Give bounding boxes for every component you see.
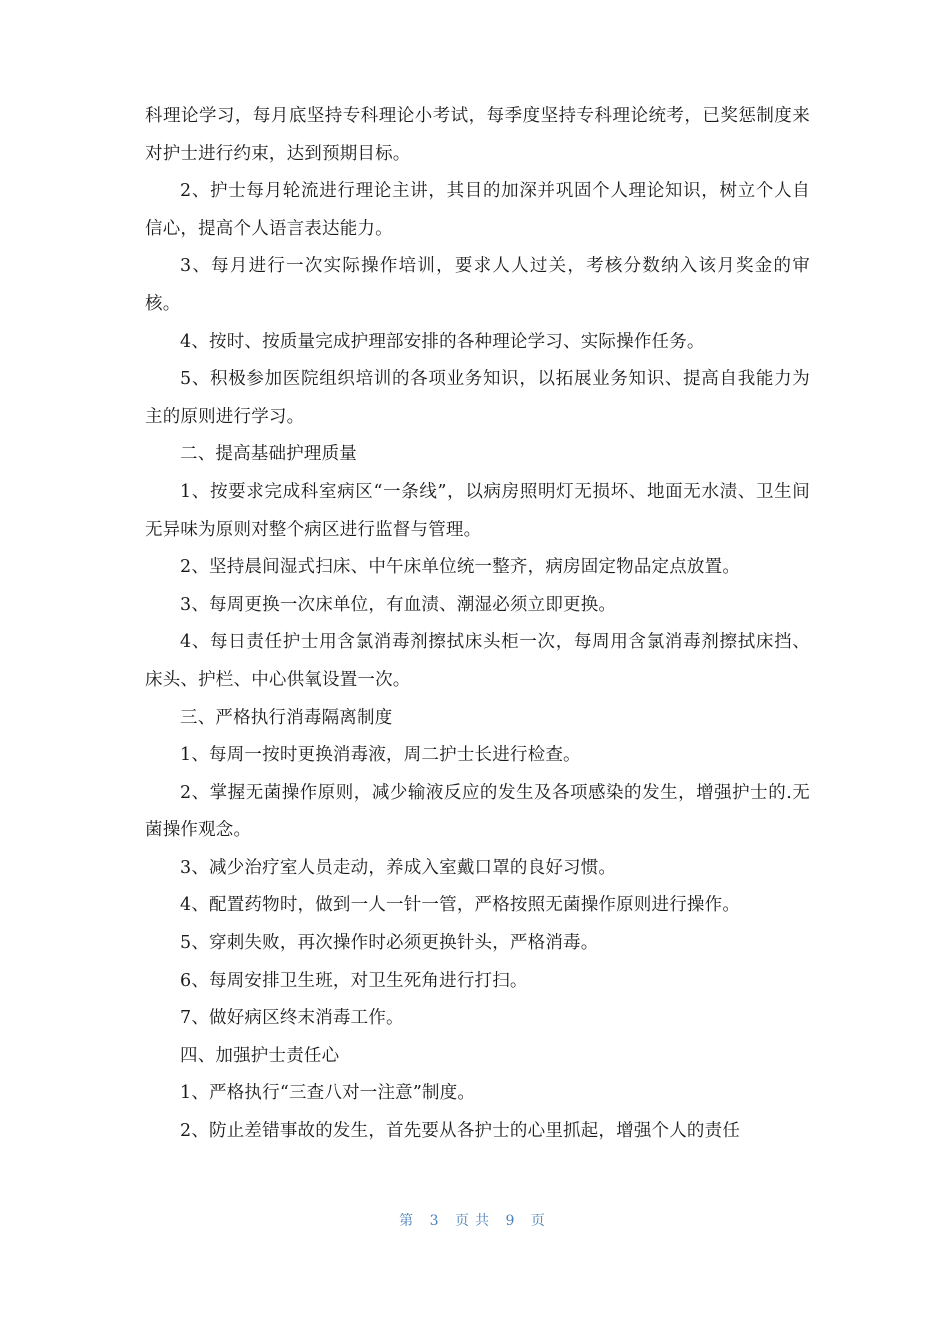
page-suffix: 页 — [530, 1213, 551, 1229]
paragraph: 1、按要求完成科室病区“一条线”，以病房照明灯无损坏、地面无水渍、卫生间无异味为原则对整个病区进行监督与管理。 — [145, 481, 810, 540]
section-heading: 三、严格执行消毒隔离制度 — [180, 707, 393, 728]
paragraph: 7、做好病区终末消毒工作。 — [180, 1008, 404, 1029]
section-heading: 二、提高基础护理质量 — [180, 444, 357, 465]
paragraph: 3、每周更换一次床单位，有血渍、潮湿必须立即更换。 — [180, 594, 617, 615]
paragraph: 2、防止差错事故的发生，首先要从各护士的心里抓起，增强个人的责任 — [180, 1121, 741, 1142]
paragraph: 4、按时、按质量完成护理部安排的各种理论学习、实际操作任务。 — [180, 331, 705, 352]
paragraph: 2、掌握无菌操作原则，减少输液反应的发生及各项感染的发生，增强护士的.无菌操作观念。 — [145, 782, 810, 841]
paragraph: 5、积极参加医院组织培训的各项业务知识，以拓展业务知识、提高自我能力为主的原则进行学习。 — [145, 369, 810, 427]
paragraph: 3、每月进行一次实际操作培训，要求人人过关，考核分数纳入该月奖金的审核。 — [145, 256, 810, 314]
paragraph: 科理论学习，每月底坚持专科理论小考试，每季度坚持专科理论统考，已奖惩制度来对护士进行约束，达到预期目标。 — [145, 106, 810, 164]
total-pages-number: 9 — [505, 1213, 521, 1229]
page-word: 第 — [399, 1213, 420, 1229]
paragraph: 4、配置药物时，做到一人一针一管，严格按照无菌操作原则进行操作。 — [180, 895, 741, 916]
page-of-label: 页共 — [455, 1213, 495, 1229]
paragraph: 2、护士每月轮流进行理论主讲，其目的加深并巩固个人理论知识，树立个人自信心，提高个人语言表达能力。 — [145, 181, 810, 239]
paragraph: 2、坚持晨间湿式扫床、中午床单位统一整齐，病房固定物品定点放置。 — [180, 557, 741, 578]
paragraph: 5、穿刺失败，再次操作时必须更换针头，严格消毒。 — [180, 933, 599, 954]
section-heading: 四、加强护士责任心 — [180, 1045, 340, 1066]
page-footer — [0, 1210, 950, 1230]
document-body — [145, 98, 810, 1151]
current-page-number: 3 — [429, 1213, 445, 1229]
paragraph: 1、严格执行“三查八对一注意”制度。 — [180, 1083, 476, 1104]
paragraph: 4、每日责任护士用含氯消毒剂擦拭床头柜一次，每周用含氯消毒剂擦拭床挡、床头、护栏、中心供氧设置一次。 — [145, 632, 810, 690]
paragraph: 6、每周安排卫生班，对卫生死角进行打扫。 — [180, 970, 528, 991]
paragraph: 3、减少治疗室人员走动，养成入室戴口罩的良好习惯。 — [180, 857, 617, 878]
paragraph: 1、每周一按时更换消毒液，周二护士长进行检查。 — [180, 745, 581, 766]
